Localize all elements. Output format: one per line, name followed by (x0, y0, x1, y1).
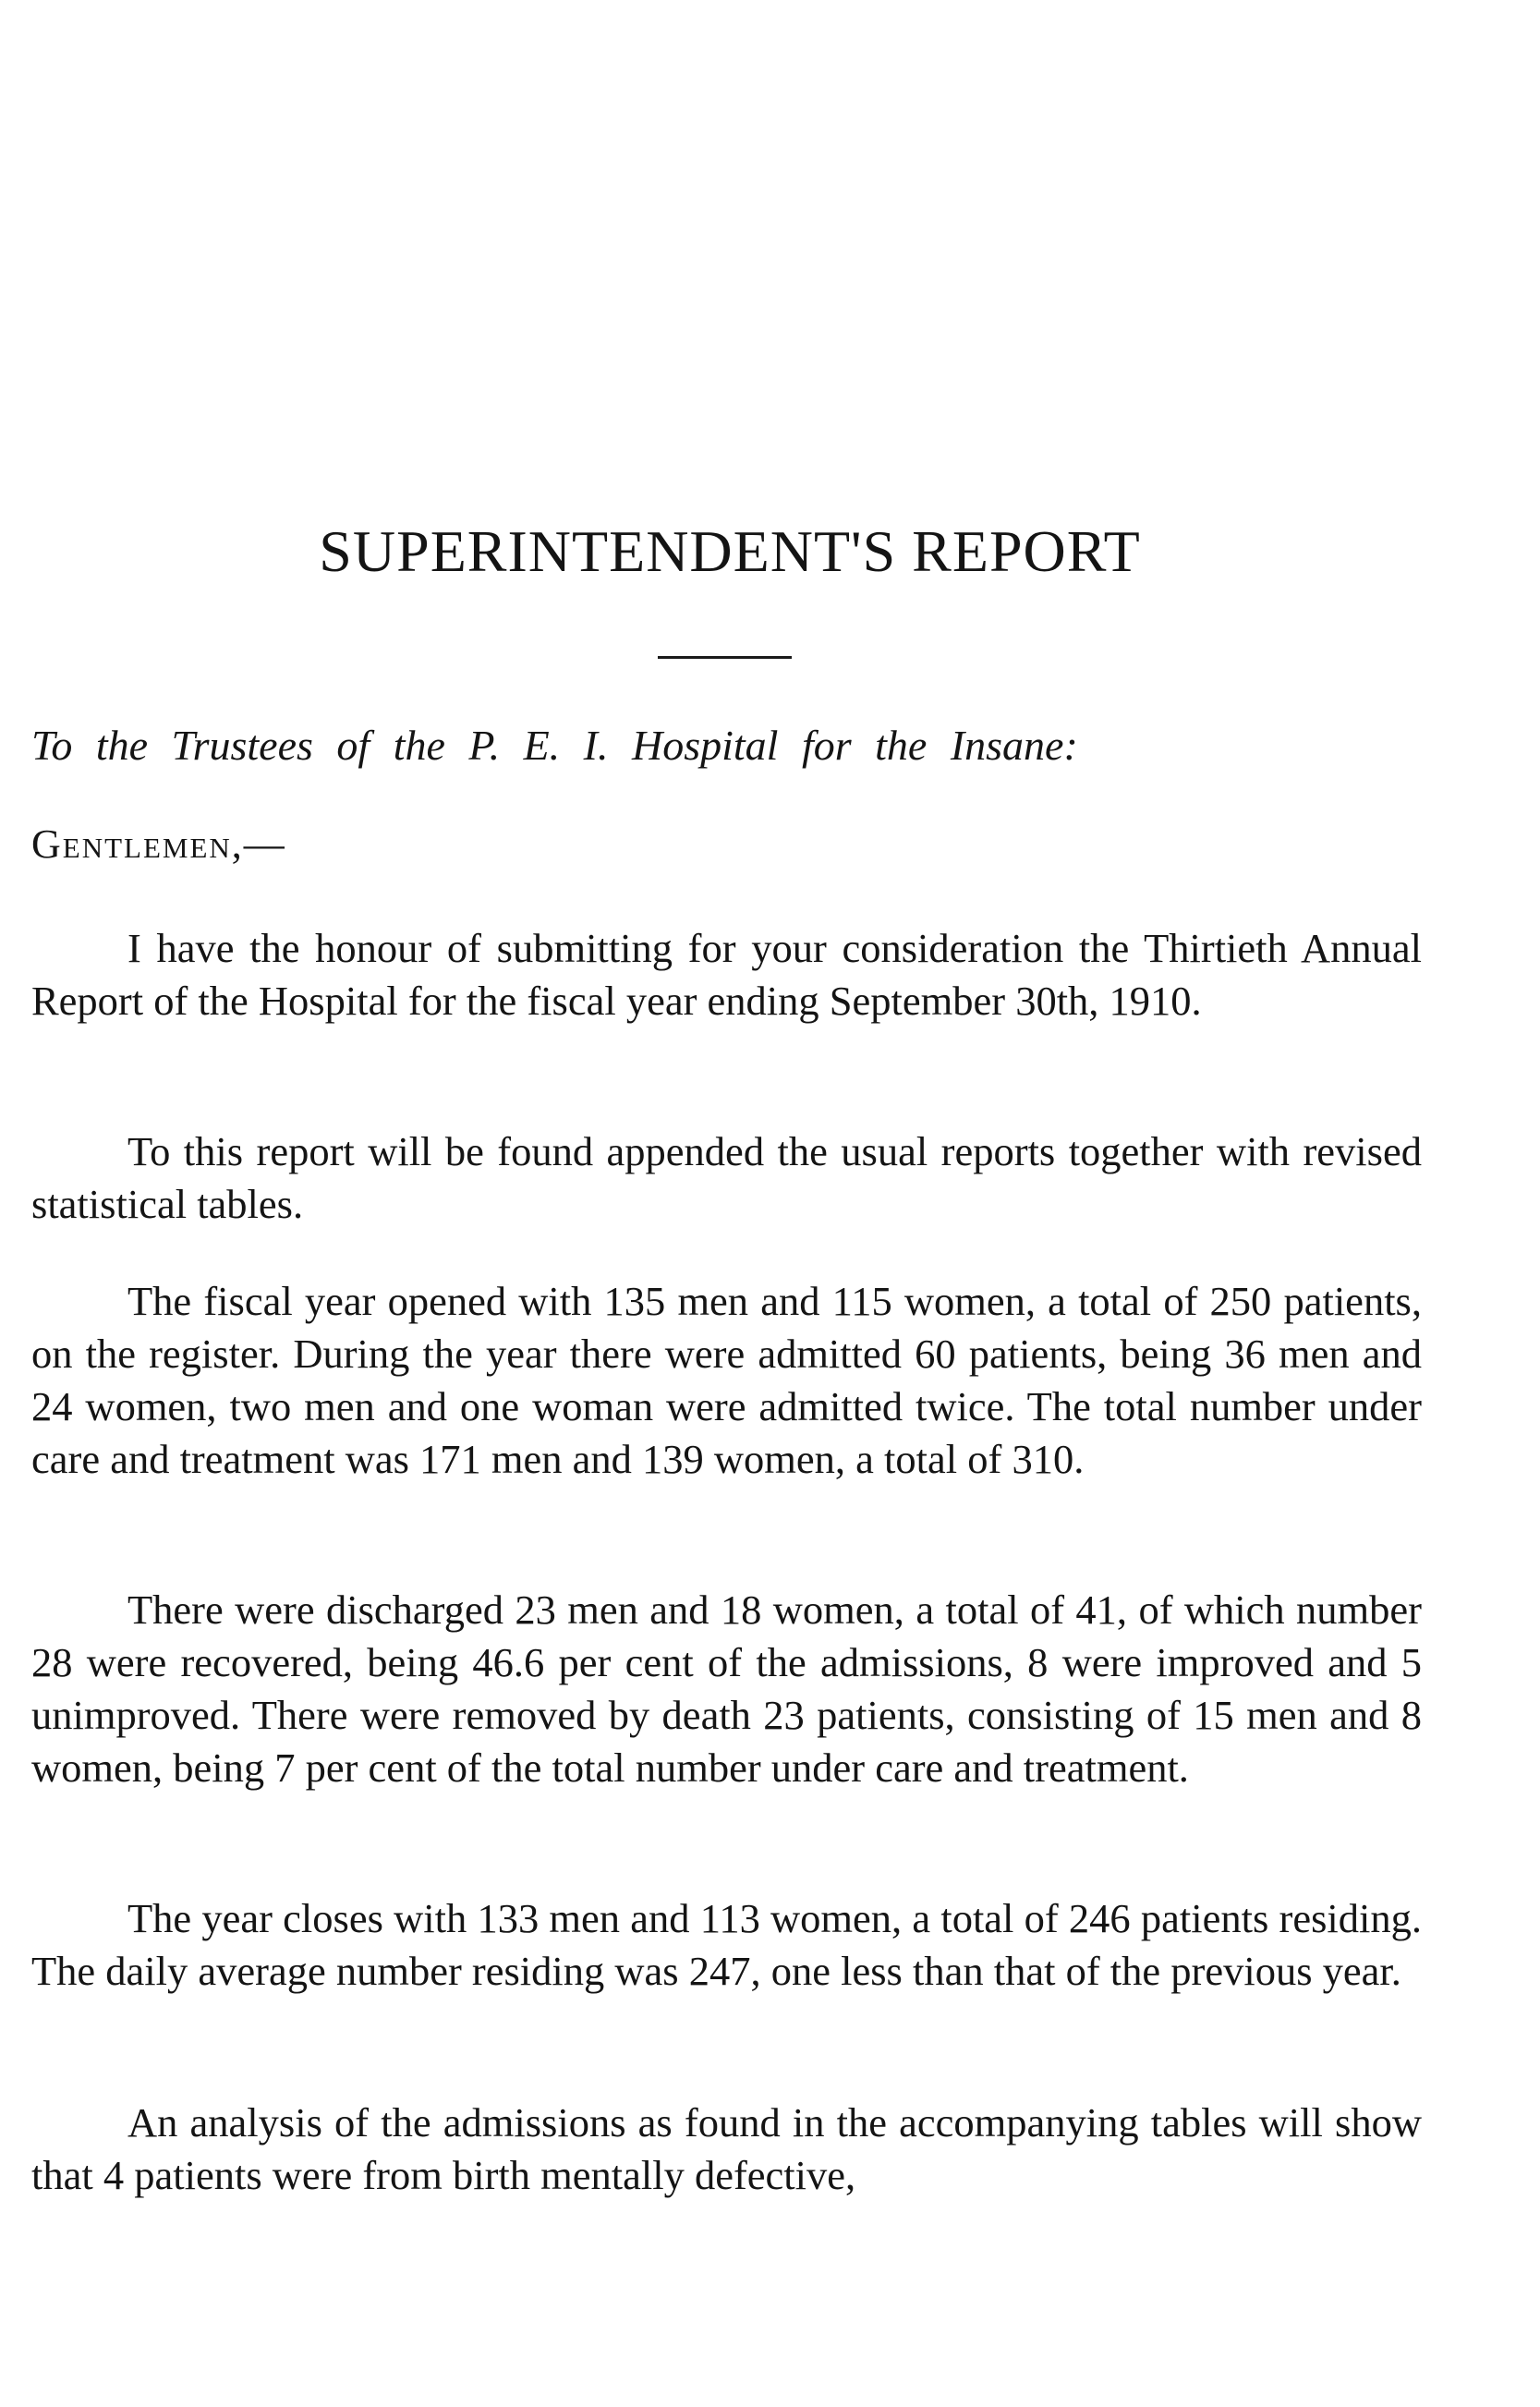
paragraph-1: I have the honour of submitting for your consideration the Thirtieth Annual Report of the Hospital for the fiscal year ending September 30th, 1910. (31, 925, 1422, 1024)
paragraph-6: An analysis of the admissions as found in the accompanying tables will show that 4 patients were from birth mentally defective, (31, 2099, 1422, 2198)
address-line: To the Trustees of the P. E. I. Hospital for the Insane: (31, 722, 1078, 769)
salutation: Gentlemen,— (31, 821, 286, 867)
title-divider (658, 656, 792, 659)
paragraph-3: The fiscal year opened with 135 men and 115 women, a total of 250 patients, on the register. During the year there were admitted 60 patients, being 36 men and 24 women, two men and one woman were admitted twice. The total number under care and treatment was 171 men and 139 women, a total of 310. (31, 1278, 1422, 1482)
page-title: SUPERINTENDENT'S REPORT (319, 518, 1141, 584)
paragraph-5: The year closes with 133 men and 113 women, a total of 246 patients residing. The daily average number residing was 247, one less than that of the previous year. (31, 1895, 1422, 1994)
paragraph-2: To this report will be found appended the usual reports together with revised statistical tables. (31, 1128, 1422, 1227)
paragraph-4: There were discharged 23 men and 18 women, a total of 41, of which number 28 were recovered, being 46.6 per cent of the admissions, 8 were improved and 5 unimproved. There were removed by death 23 patients, consisting of 15 men and 8 women, being 7 per cent of the total number under care and treatment. (31, 1586, 1422, 1791)
